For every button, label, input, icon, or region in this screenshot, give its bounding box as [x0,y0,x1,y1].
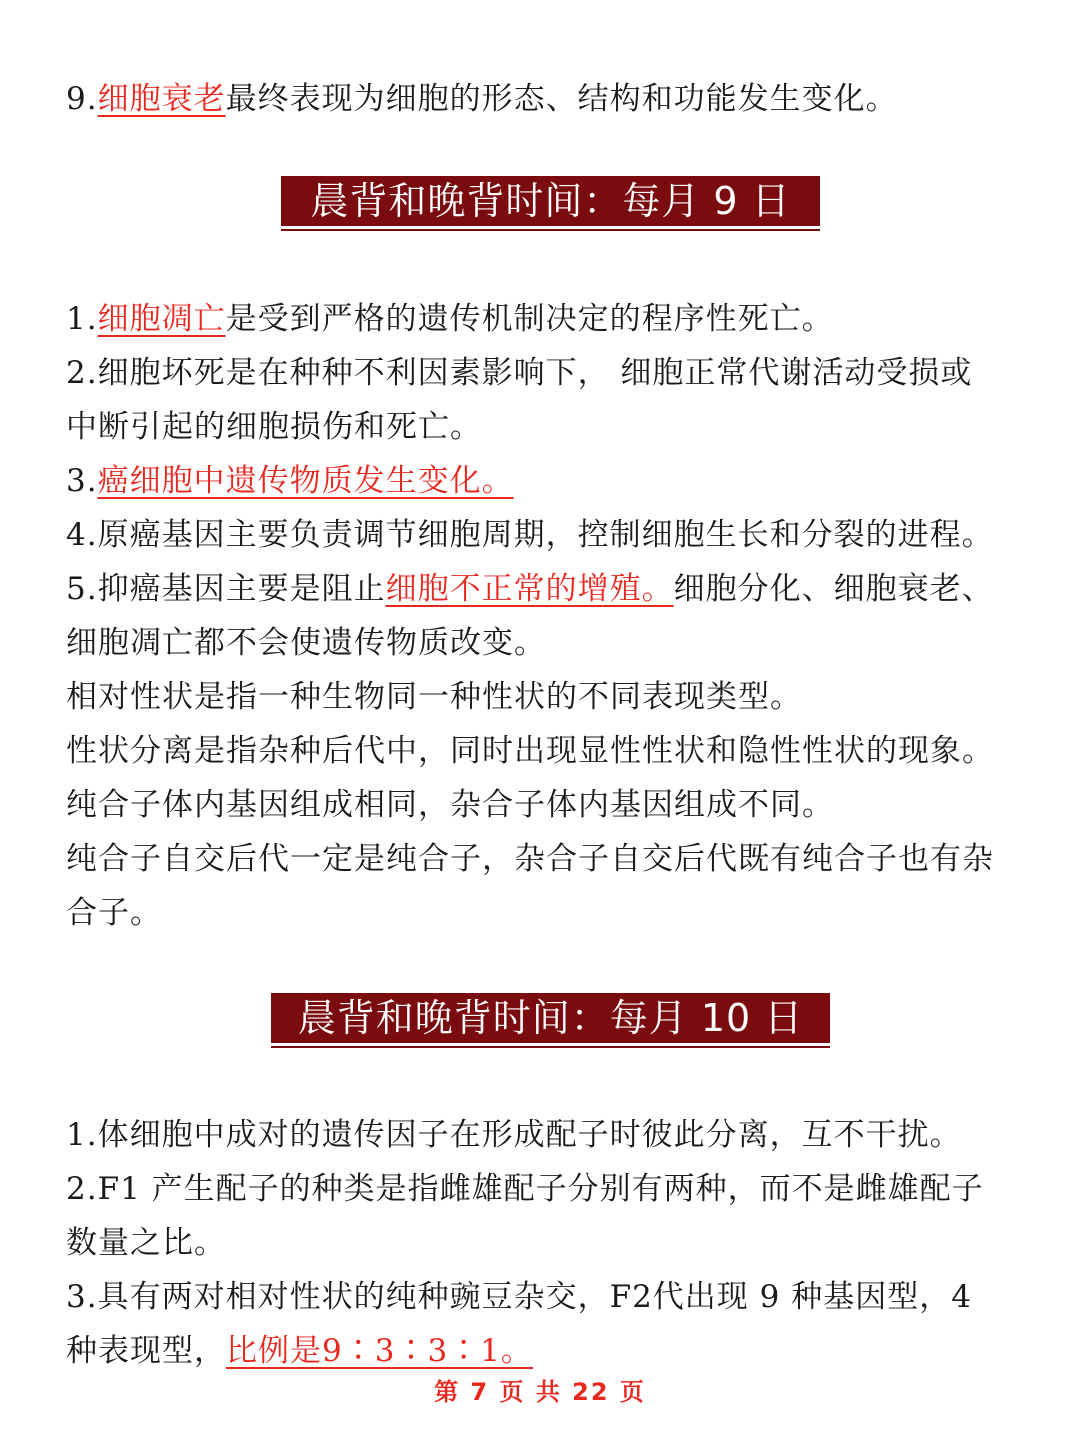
paragraph-line: 相对性状是指一种生物同一种性状的不同表现类型。 [66,679,802,715]
highlight-text: 细胞凋亡 [97,301,226,337]
highlight-text: 细胞衰老 [97,81,226,117]
item-number: 3. [66,463,98,499]
section-title: 晨背和晚背时间：每月 10 日 [297,996,804,1040]
page-number: 第 7 页 共 22 页 [434,1378,646,1406]
banner-underline [281,229,820,231]
list-item-continued: 细胞凋亡都不会使遗传物质改变。 [66,625,546,661]
list-item [66,562,1020,616]
list-item [66,292,1020,346]
item-text: 细胞分化、细胞衰老、 [673,571,994,607]
banner-underline [271,1046,830,1048]
list-item [66,72,1020,126]
item-number: 1. [66,301,98,337]
list-item: 4.原癌基因主要负责调节细胞周期，控制细胞生长和分裂的进程。 [66,517,994,553]
list-item: 2.细胞坏死是在种种不利因素影响下， 细胞正常代谢活动受损或 [66,355,973,391]
item-number: 9. [66,81,98,117]
list-item [66,454,1020,508]
section-banner [281,176,820,226]
paragraph-line: 纯合子体内基因组成相同，杂合子体内基因组成不同。 [66,787,834,823]
highlight-text: 癌细胞中遗传物质发生变化。 [97,463,514,499]
section-banner [271,993,830,1043]
item-text: 是受到严格的遗传机制决定的程序性死亡。 [225,301,834,337]
item-text: 最终表现为细胞的形态、结构和功能发生变化。 [225,81,898,117]
list-item: 2.F1 产生配子的种类是指雌雄配子分别有两种，而不是雌雄配子 [66,1171,984,1207]
highlight-text: 细胞不正常的增殖。 [385,571,674,607]
item-text: 5.抑癌基因主要是阻止 [66,571,386,607]
list-item: 3.具有两对相对性状的纯种豌豆杂交，F2代出现 9 种基因型，4 [66,1279,972,1315]
paragraph-line: 性状分离是指杂种后代中，同时出现显性性状和隐性性状的现象。 [66,733,994,769]
list-item-continued: 中断引起的细胞损伤和死亡。 [66,409,482,445]
paragraph-line: 合子。 [66,895,162,931]
item-text: 种表现型， [66,1333,226,1369]
list-item: 1.体细胞中成对的遗传因子在形成配子时彼此分离，互不干扰。 [66,1117,962,1153]
list-item-continued [66,1324,1020,1378]
paragraph-line: 纯合子自交后代一定是纯合子，杂合子自交后代既有纯合子也有杂 [66,841,994,877]
section-title: 晨背和晚背时间：每月 9 日 [310,179,791,223]
highlight-text: 比例是9∶3∶3∶1。 [226,1333,533,1369]
list-item-continued: 数量之比。 [66,1225,226,1261]
